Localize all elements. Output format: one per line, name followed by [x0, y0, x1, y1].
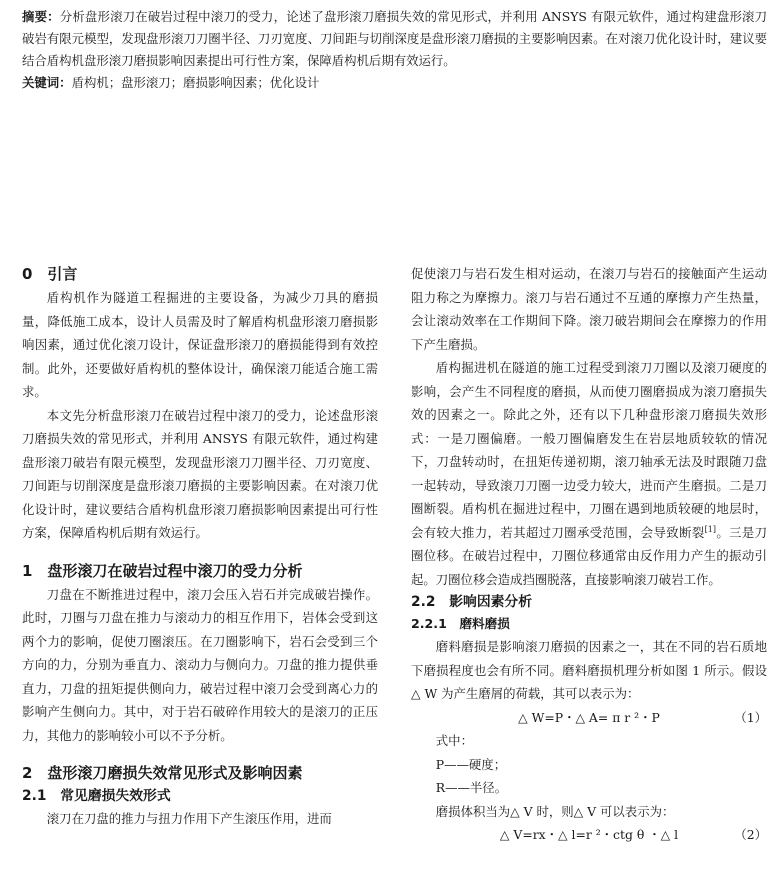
section-2-heading: 2 盘形滚刀磨损失效常见形式及影响因素	[22, 764, 303, 782]
definition-r: R——半径。	[435, 780, 508, 795]
left-column	[22, 262, 378, 831]
where-label: 式中：	[435, 733, 473, 748]
section-1-heading: 1 盘形滚刀在破岩过程中滚刀的受力分析	[22, 561, 303, 580]
keywords-paragraph	[22, 72, 767, 94]
intro-paragraph-2: 本文先分析盘形滚刀在破岩过程中滚刀的受力，论述盘形滚刀磨损失效的常见形式，并利用 ANSYS 有限元软件，通过构建盘形滚刀破岩有限元模型，发现盘形滚刀刀圈半径、刀刃宽度、刀间距与切削深度是盘形滚刀磨损的主要影响因素。在对滚刀优化设计时，建议要结合盾构机盘形滚刀磨损影响因素提出可行性方案，保障盾构机后期有效运行。	[22, 407, 378, 540]
right-column	[411, 262, 767, 847]
keywords-label: 关键词：	[22, 75, 72, 90]
section-0-heading: 0 引言	[22, 265, 78, 283]
abstract-text: 分析盘形滚刀在破岩过程中滚刀的受力，论述了盘形滚刀磨损失效的常见形式，并利用 ANSYS 有限元软件，通过构建盘形滚刀破岩有限元模型，发现盘形滚刀刀圈半径、刀刃宽度、刀间距与切削深度是盘形滚刀磨损的主要影响因素。在对滚刀优化设计时，建议要结合盾构机盘形滚刀磨损影响因素提出可行性方案，保障盾构机后期有效运行。	[22, 9, 768, 68]
section-2-1-heading: 2.1 常见磨损失效形式	[22, 788, 171, 804]
section-2-2-heading: 2.2 影响因素分析	[411, 594, 533, 610]
intro-paragraph-1: 盾构机作为隧道工程掘进的主要设备，为减少刀具的磨损量，降低施工成本，设计人员需及时了解盾构机盘形滚刀磨损影响因素，通过优化滚刀设计，保证盘形滚刀的磨损能得到有效控制。此外，还要做好盾构机的整体设计，确保滚刀能适合施工需求。	[22, 290, 378, 399]
keywords-text: 盾构机；盘形滚刀；磨损影响因素；优化设计	[71, 75, 320, 90]
equation-2-number: （2）	[734, 827, 767, 842]
continuation-paragraph: 促使滚刀与岩石发生相对运动，在滚刀与岩石的接触面产生运动阻力称之为摩擦力。滚刀与岩石通过不互通的摩擦力产生热量，会让滚动效率在工作期间下降。滚刀破岩期间会在摩擦力的作用下产生磨损。	[411, 266, 767, 352]
abstract-block	[22, 6, 767, 94]
section-1-paragraph: 刀盘在不断推进过程中，滚刀会压入岩石并完成破岩操作。此时，刀圈与刀盘在推力与滚动力的相互作用下，岩体会受到这两个力的影响，促使刀圈滚压。在刀圈影响下，岩石会受到三个方向的力，分别为垂直力、滚动力与侧向力。刀盘的推力提供垂直力，刀盘的扭矩提供侧向力，破岩过程中滚刀会受到离心力的影响产生侧向力。其中，对于岩石破碎作用较大的是滚刀的正压力，其他力的影响较小可以不予分析。	[22, 586, 378, 743]
failure-forms-text-b: 。三是刀圈位移。在破岩过程中，刀圈位移通常由反作用力产生的振动引起。刀圈位移会造成挡圈脱落，直接影响滚刀破岩工作。	[411, 524, 768, 587]
citation-ref-1: [1]	[704, 524, 716, 534]
wear-volume-text: 磨损体积当为△ V 时，则△ V 可以表示为：	[435, 803, 675, 819]
failure-forms-text-a: 盾构掘进机在隧道的施工过程受到滚刀刀圈以及滚刀硬度的影响，会产生不同程度的磨损，从而使刀圈磨损成为滚刀磨损失效的因素之一。除此之外，还有以下几种盘形滚刀磨损失效形式：一是刀圈偏磨。一般刀圈偏磨发生在岩层地质较软的情况下，刀盘转动时，在扭矩传递初期，滚刀轴承无法及时跟随刀盘一起转动，导致滚刀刀圈一边受力较大，进而产生磨损。二是刀圈断裂。盾构机在掘进过程中，刀圈在遇到地质较硬的地层时，会有较大推力，若其超过刀圈承受范围，会导致断裂	[411, 360, 767, 540]
equation-1-body: △ W=P・△ A= π r ²・P	[518, 709, 660, 725]
equation-2	[411, 823, 767, 847]
definition-p: P——硬度；	[435, 756, 507, 772]
abstract-label: 摘要：	[22, 9, 60, 24]
equation-1	[411, 706, 767, 730]
abstract-paragraph	[22, 6, 767, 72]
section-2-1-paragraph: 滚刀在刀盘的推力与扭力作用下产生滚压作用，进而	[46, 811, 332, 826]
failure-forms-paragraph	[411, 356, 767, 591]
abrasive-wear-paragraph: 磨料磨损是影响滚刀磨损的因素之一，其在不同的岩石质地下磨损程度也会有所不同。磨料磨损机理分析如图 1 所示。假设△ W 为产生磨屑的荷载，其可以表示为：	[411, 639, 767, 701]
section-2-2-1-heading: 2.2.1 磨料磨损	[411, 616, 510, 631]
equation-2-body: △ V=rx・△ l=r ²・ctg θ ・△ l	[499, 827, 679, 842]
equation-1-number: （1）	[734, 709, 767, 725]
